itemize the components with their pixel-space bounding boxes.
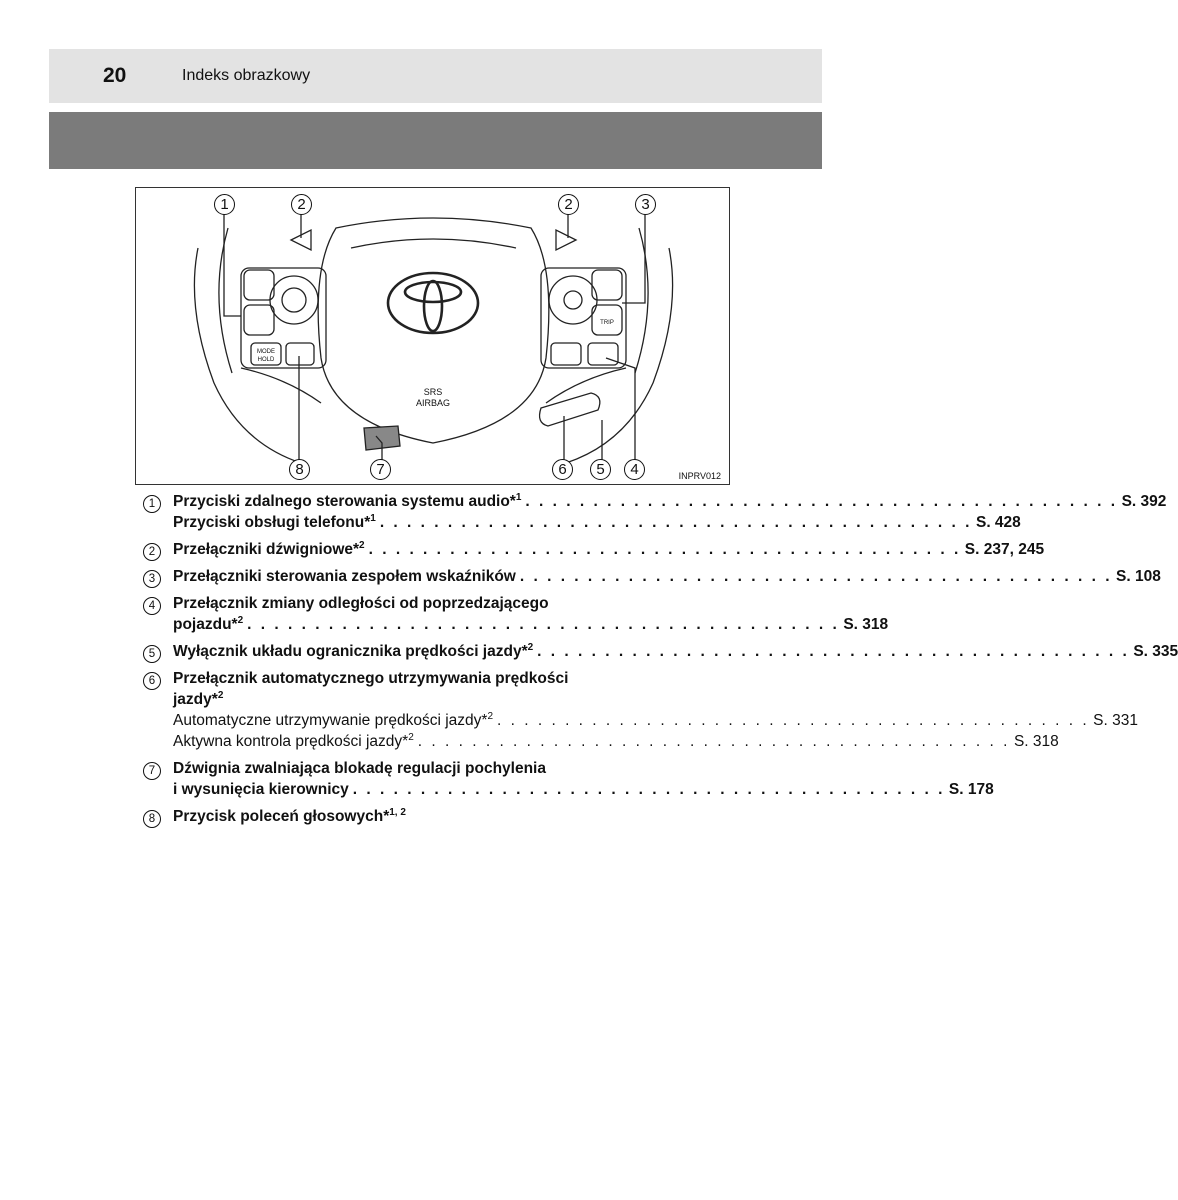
footnote-ref: 1, 2: [389, 806, 406, 818]
legend-line: [173, 539, 1045, 562]
legend-line: [173, 614, 889, 637]
callout-5: 5: [590, 459, 611, 480]
legend-text: Przyciski obsługi telefonu*$^1$: [173, 512, 376, 531]
legend-text: Dźwignia zwalniająca blokadę regulacji pochylenia: [173, 760, 546, 777]
leader-dots: . . . . . . . . . . . . . . . . . . . . . . . . . . . . . . . . . . . . . . . . . . . .: [519, 568, 1113, 585]
legend-text: Przełączniki sterowania zespołem wskaźników: [173, 568, 516, 585]
legend-line: [173, 731, 1059, 754]
callout-6: 6: [552, 459, 573, 480]
footnote-ref: 2: [359, 539, 365, 551]
legend-line: [173, 641, 1178, 664]
legend-text: jazdy*$^2$: [173, 689, 224, 708]
callout-3: 3: [635, 194, 656, 215]
legend-item-6: [143, 670, 1138, 754]
srs-label: SRS: [423, 387, 443, 397]
legend-line: [173, 808, 703, 829]
leader-dots: . . . . . . . . . . . . . . . . . . . . . . . . . . . . . . . . . . . . . . . . . . . .: [497, 712, 1090, 729]
legend-line: [173, 595, 703, 616]
legend-item-3: [143, 568, 1161, 589]
hold-label: HOLD: [257, 357, 275, 363]
callout-7: 7: [370, 459, 391, 480]
legend-item-7: [143, 760, 994, 802]
callout-4: 4: [624, 459, 645, 480]
legend-number: 2: [143, 543, 161, 561]
steering-wheel-figure: [135, 187, 730, 485]
footnote-ref: 1: [370, 512, 376, 524]
legend-number: 6: [143, 672, 161, 690]
leader-dots: . . . . . . . . . . . . . . . . . . . . . . . . . . . . . . . . . . . . . . . . . . . .: [247, 616, 840, 633]
page-reference: S. 108: [1116, 568, 1161, 585]
legend-item-4: [143, 595, 889, 637]
page-reference: S. 237, 245: [964, 541, 1045, 558]
legend-line: [173, 781, 994, 802]
legend-line: [173, 568, 1161, 589]
footnote-ref: 2: [487, 710, 493, 722]
legend-item-5: [143, 641, 1178, 664]
legend-text: Automatyczne utrzymywanie prędkości jazdy*$^2$: [173, 710, 493, 729]
legend-number: 4: [143, 597, 161, 615]
page-reference: S. 335: [1133, 643, 1178, 660]
legend-text: Przycisk poleceń głosowych*$^{1, 2}$: [173, 806, 406, 825]
legend-text: Przełączniki dźwigniowe*$^2$: [173, 539, 365, 558]
page-number: 20: [103, 64, 127, 87]
page-header: [49, 49, 822, 103]
page-reference: S. 178: [948, 781, 994, 798]
footnote-ref: 2: [527, 641, 534, 653]
legend-line: [173, 691, 703, 712]
airbag-label: AIRBAG: [415, 398, 451, 408]
legend-line: [173, 710, 1138, 733]
legend-text: Przełącznik zmiany odległości od poprzedzającego: [173, 595, 549, 612]
legend-text: Aktywna kontrola prędkości jazdy*$^2$: [173, 731, 414, 750]
legend-line: [173, 760, 703, 781]
legend-list: [143, 491, 1178, 835]
legend-item-1: [143, 491, 1167, 535]
callout-1: 1: [214, 194, 235, 215]
footnote-ref: 2: [408, 731, 414, 743]
steering-wheel-drawing: [136, 188, 731, 486]
leader-dots: . . . . . . . . . . . . . . . . . . . . . . . . . . . . . . . . . . . . . . . . . . . .: [379, 514, 972, 531]
page-reference: S. 318: [1013, 733, 1059, 750]
footnote-ref: 2: [237, 614, 244, 626]
callout-2-left: 2: [291, 194, 312, 215]
legend-text: Wyłącznik układu ogranicznika prędkości jazdy*$^2$: [173, 641, 534, 660]
legend-text: i wysunięcia kierownicy: [173, 781, 349, 798]
leader-dots: . . . . . . . . . . . . . . . . . . . . . . . . . . . . . . . . . . . . . . . . . . . .: [525, 493, 1118, 510]
legend-line: [173, 491, 1167, 514]
callout-2-right: 2: [558, 194, 579, 215]
leader-dots: . . . . . . . . . . . . . . . . . . . . . . . . . . . . . . . . . . . . . . . . . . . .: [417, 733, 1010, 750]
legend-line: [173, 512, 1021, 535]
page-reference: S. 318: [843, 616, 889, 633]
legend-text: Przełącznik automatycznego utrzymywania prędkości: [173, 670, 569, 687]
legend-text: Przyciski zdalnego sterowania systemu audio*$^1$: [173, 491, 522, 510]
footnote-ref: 1: [515, 491, 522, 503]
legend-line: [173, 670, 703, 691]
page-reference: S. 428: [975, 514, 1021, 531]
page-reference: S. 392: [1121, 493, 1167, 510]
footnote-ref: 2: [217, 689, 224, 701]
mode-label: MODE: [257, 349, 275, 355]
trip-label: TRIP: [600, 320, 614, 326]
leader-dots: . . . . . . . . . . . . . . . . . . . . . . . . . . . . . . . . . . . . . . . . . . . .: [352, 781, 945, 798]
legend-number: 3: [143, 570, 161, 588]
section-title: Indeks obrazkowy: [182, 67, 311, 84]
chapter-band: [49, 112, 822, 169]
legend-number: 1: [143, 495, 161, 513]
callout-8: 8: [289, 459, 310, 480]
legend-item-2: [143, 539, 1045, 562]
figure-code: INPRV012: [678, 471, 721, 481]
leader-dots: . . . . . . . . . . . . . . . . . . . . . . . . . . . . . . . . . . . . . . . . . . . .: [537, 643, 1130, 660]
legend-text: pojazdu*$^2$: [173, 614, 244, 633]
legend-item-8: [143, 808, 703, 829]
legend-number: 5: [143, 645, 161, 663]
leader-dots: . . . . . . . . . . . . . . . . . . . . . . . . . . . . . . . . . . . . . . . . . . . .: [368, 541, 961, 558]
legend-number: 8: [143, 810, 161, 828]
legend-number: 7: [143, 762, 161, 780]
page-reference: S. 331: [1093, 712, 1138, 729]
